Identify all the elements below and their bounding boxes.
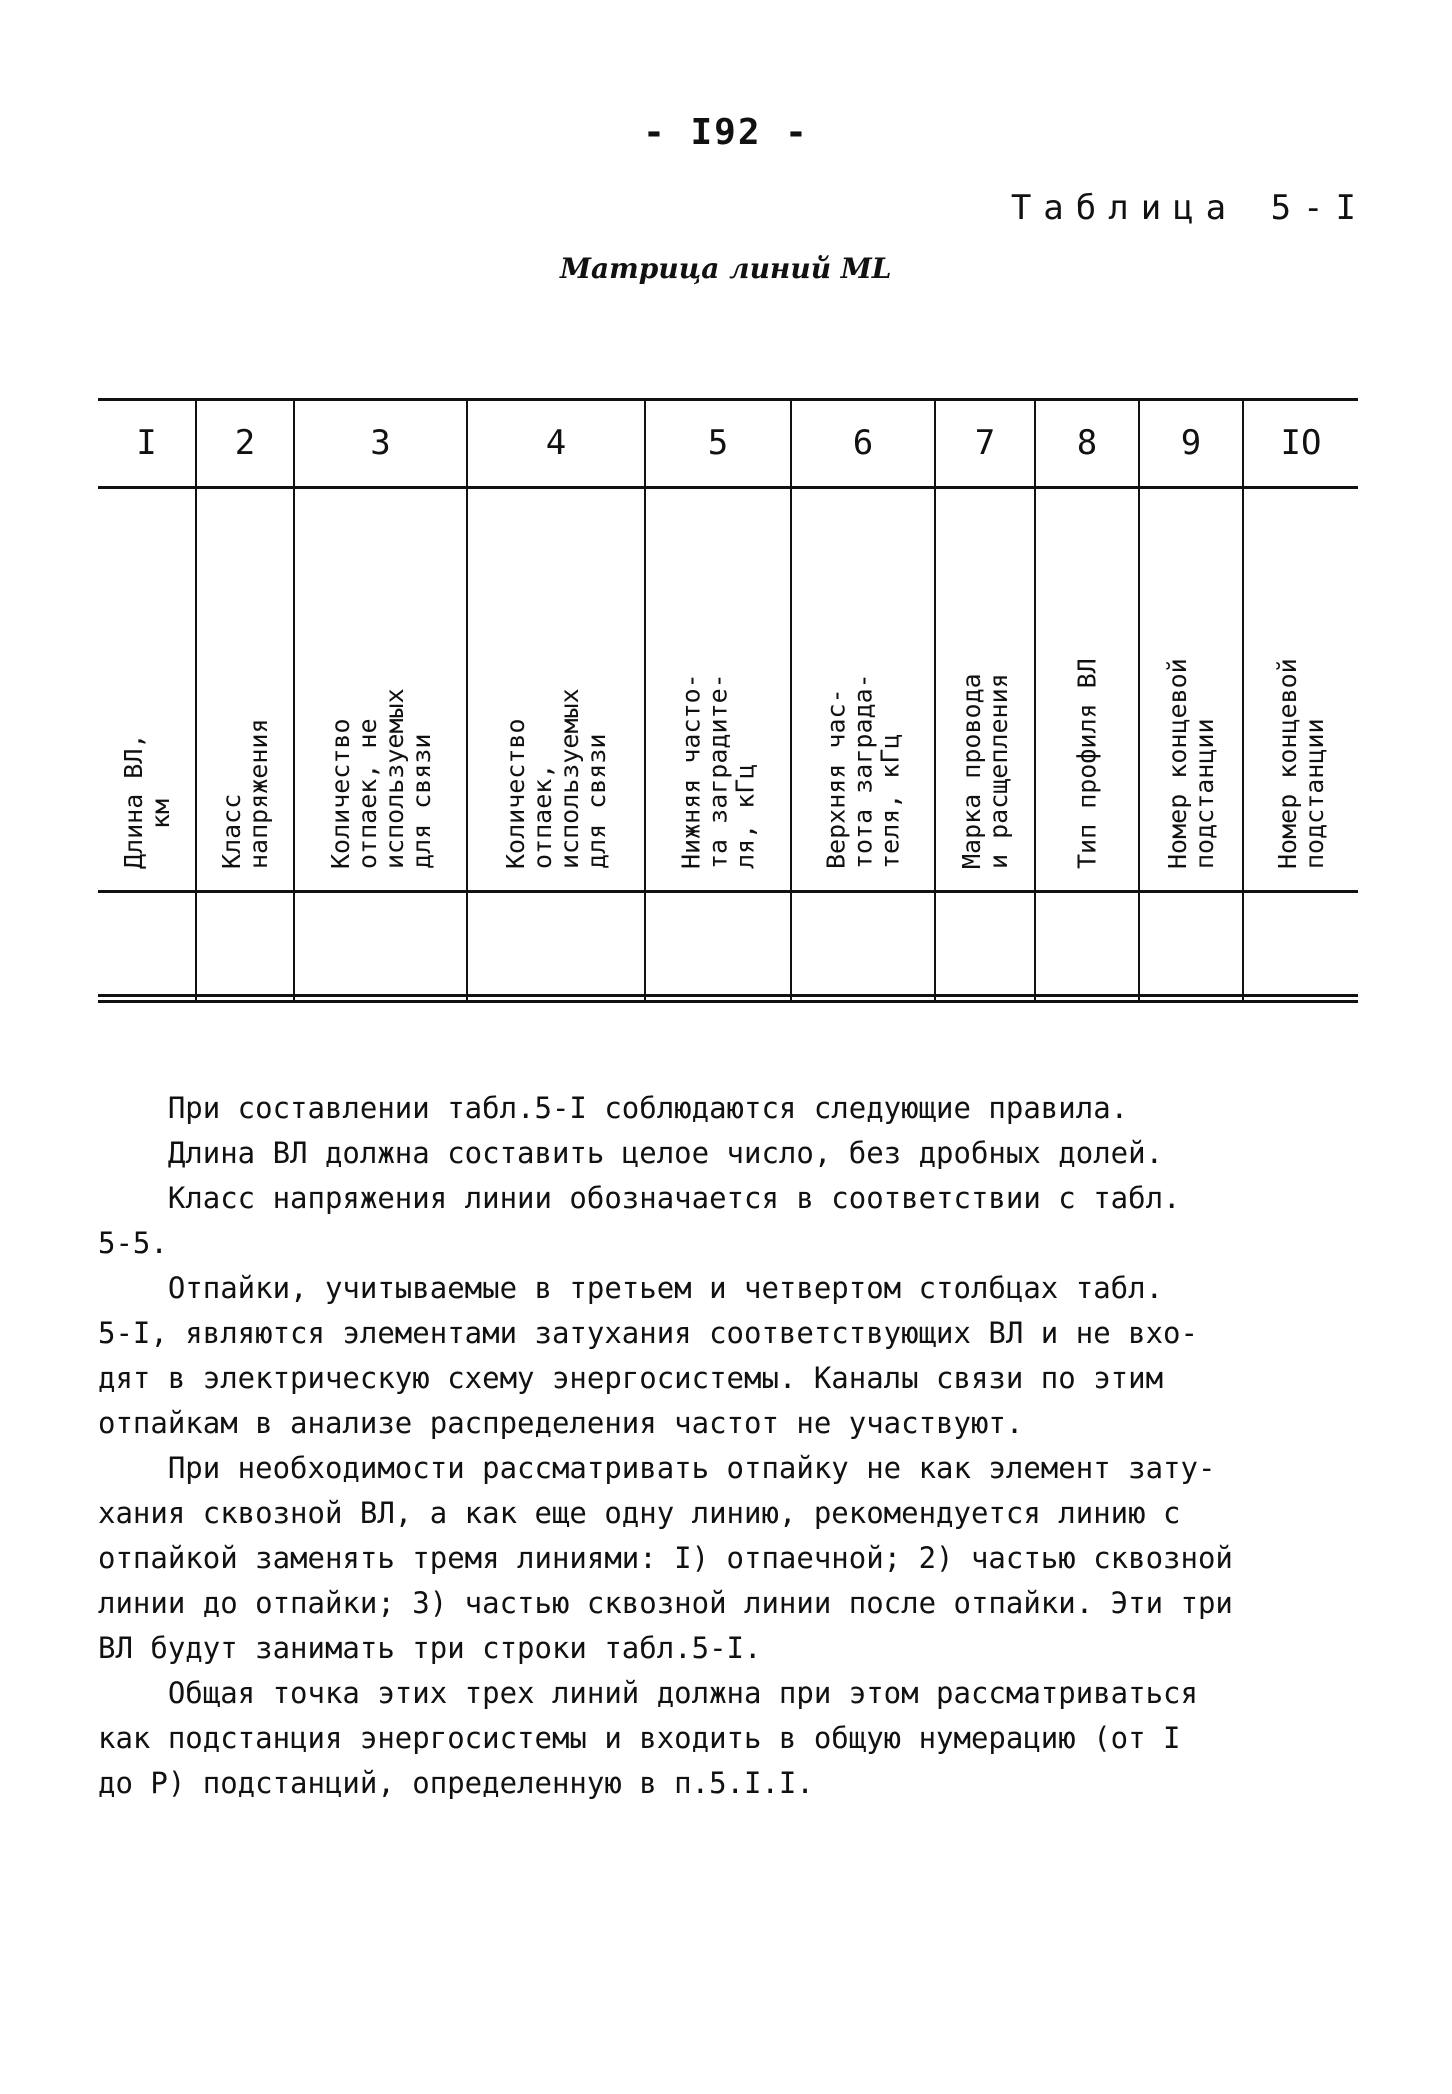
col-header-end-substation-2 xyxy=(1244,492,1358,886)
paragraph-line: Отпайки, учитываемые в третьем и четвертом столбцах табл. xyxy=(98,1271,1164,1305)
table-row xyxy=(98,893,1358,994)
header-line: отпаек, не xyxy=(352,718,382,869)
col-number-7: 7 xyxy=(974,423,996,463)
paragraph-line: Общая точка этих трех линий должна при этом рассматриваться xyxy=(98,1676,1198,1710)
table-bottom-area xyxy=(98,1000,1358,1003)
header-line: та заградите- xyxy=(703,673,733,869)
header-line: Длина ВЛ, xyxy=(118,733,148,869)
header-line: Количество xyxy=(325,718,355,869)
header-line: отпаек, xyxy=(528,763,557,869)
header-line: Марка провода xyxy=(957,673,986,869)
col-header-end-substation-1 xyxy=(1140,492,1242,886)
paragraph-line: отпайкам в анализе распределения частот не участвуют. xyxy=(98,1406,1024,1440)
table-title: Матрица линий ML xyxy=(560,252,892,285)
header-line: Верхняя час- xyxy=(821,688,851,869)
col-header-taps-not-used xyxy=(295,492,466,886)
col-header-line-length xyxy=(98,492,195,886)
paragraph-line: хания сквозной ВЛ, а как еще одну линию, рекомендуется линию с xyxy=(98,1496,1181,1530)
header-line: для связи xyxy=(582,733,611,869)
col-number-8: 8 xyxy=(1076,423,1098,463)
col-number-1: I xyxy=(136,423,157,463)
col-number-2: 2 xyxy=(234,423,256,463)
col-header-taps-used xyxy=(468,492,644,886)
paragraph-line: Класс напряжения линии обозначается в соответствии с табл. xyxy=(98,1181,1181,1215)
col-header-voltage-class xyxy=(197,492,293,886)
col-number-10: IO xyxy=(1280,423,1322,463)
header-line: ля, кГц xyxy=(730,763,760,869)
page-number: - I92 - xyxy=(643,112,809,153)
header-line: км xyxy=(145,798,175,829)
col-number-9: 9 xyxy=(1180,423,1202,463)
col-header-lower-frequency xyxy=(646,492,790,886)
header-line: используемых xyxy=(379,688,409,869)
body-text xyxy=(98,1086,1360,1806)
col-header-wire-brand xyxy=(936,492,1034,886)
header-line: Номер концевой xyxy=(1273,658,1302,869)
header-line: используемых xyxy=(555,688,584,869)
header-line: Тип профиля ВЛ xyxy=(1072,658,1102,869)
table-rule-under-numbers xyxy=(98,486,1358,489)
header-line: Нижняя часто- xyxy=(676,673,706,869)
paragraph-line: Длина ВЛ должна составить целое число, без дробных долей. xyxy=(98,1136,1164,1170)
paragraph-line: 5-5. xyxy=(98,1226,168,1260)
header-line: подстанции xyxy=(1190,718,1219,869)
header-line: подстанции xyxy=(1300,718,1329,869)
paragraph-line: При составлении табл.5-I соблюдаются следующие правила. xyxy=(98,1091,1129,1125)
header-line: напряжения xyxy=(244,718,273,869)
col-number-5: 5 xyxy=(707,423,729,463)
col-number-3: 3 xyxy=(370,423,391,463)
paragraph-line: линии до отпайки; 3) частью сквозной линии после отпайки. Эти три xyxy=(98,1586,1233,1620)
paragraph-line: ВЛ будут занимать три строки табл.5-I. xyxy=(98,1631,762,1665)
header-line: Номер концевой xyxy=(1163,658,1192,869)
paragraph-line: отпайкой заменять тремя линиями: I) отпаечной; 2) частью сквозной xyxy=(98,1541,1233,1575)
col-number-6: 6 xyxy=(852,423,874,463)
table-rule-top xyxy=(98,398,1358,401)
header-line: Количество xyxy=(501,718,530,869)
header-line: для связи xyxy=(406,733,436,869)
col-number-4: 4 xyxy=(545,423,567,463)
paragraph-line: как подстанция энергосистемы и входить в общую нумерацию (от I xyxy=(98,1721,1181,1755)
paragraph-line: до P) подстанций, определенную в п.5.I.I. xyxy=(98,1766,814,1800)
header-line: тота заграда- xyxy=(848,673,878,869)
table-label: Таблица 5-I xyxy=(1010,188,1368,228)
paragraph-line: При необходимости рассматривать отпайку не как элемент зату- xyxy=(98,1451,1216,1485)
col-header-profile-type xyxy=(1036,492,1138,886)
paragraph-line: дят в электрическую схему энергосистемы. Каналы связи по этим xyxy=(98,1361,1164,1395)
header-line: теля, кГц xyxy=(875,733,905,869)
col-header-upper-frequency xyxy=(792,492,934,886)
paragraph-line: 5-I, являются элементами затухания соответствующих ВЛ и не вхо- xyxy=(98,1316,1198,1350)
header-line: Класс xyxy=(217,793,246,869)
lines-matrix-table xyxy=(98,398,1358,1002)
header-line: и расщепления xyxy=(984,673,1013,869)
